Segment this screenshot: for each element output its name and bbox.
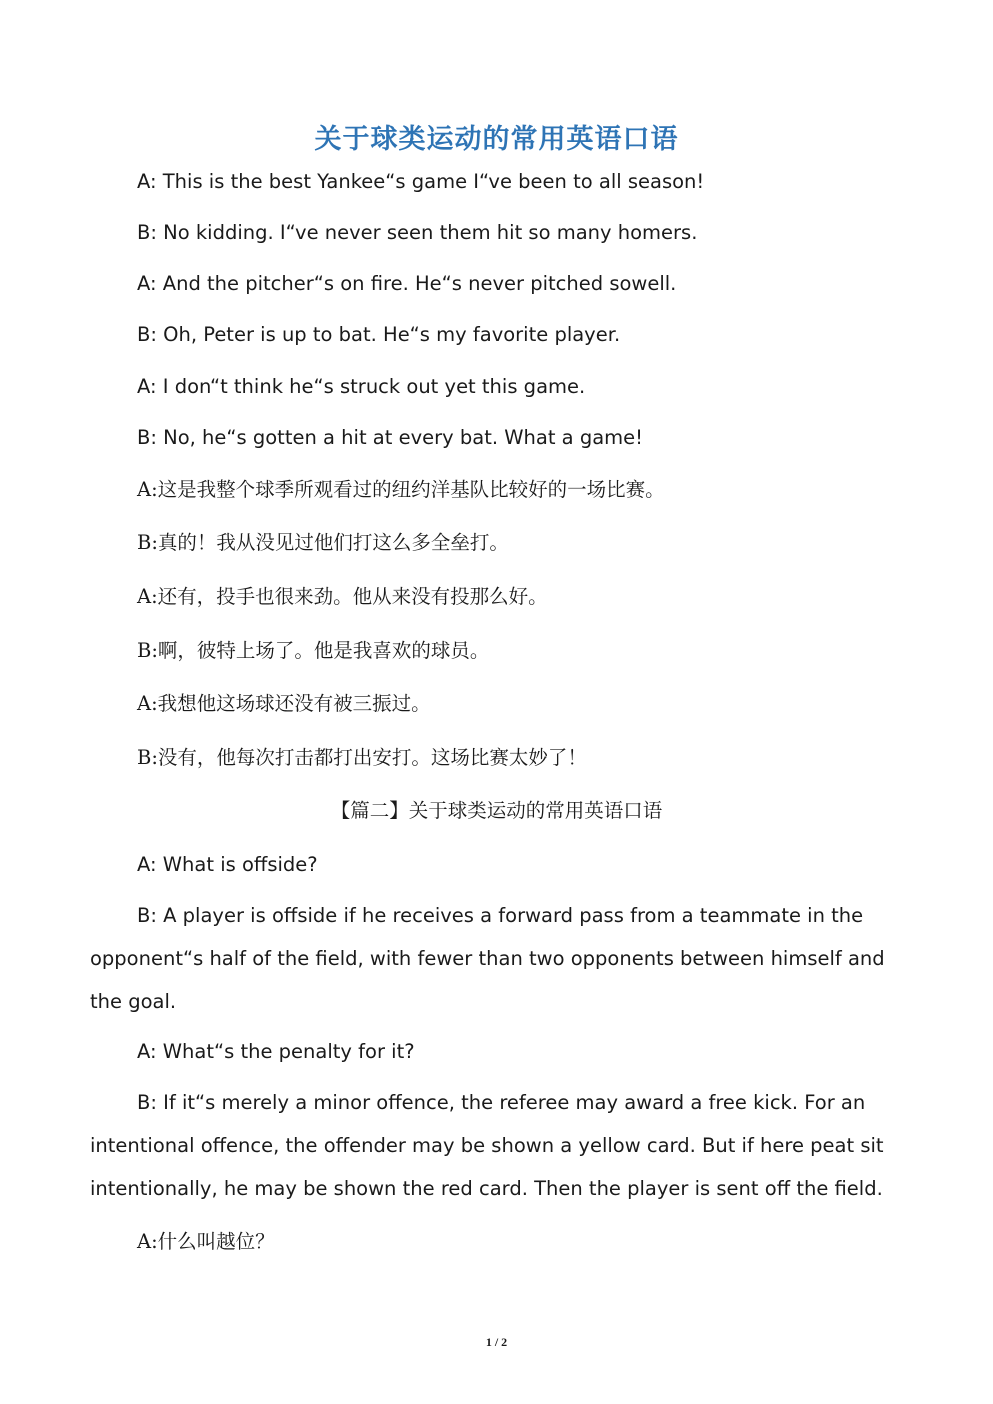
dialogue-line-zh: B:啊，彼特上场了。他是我喜欢的球员。	[137, 639, 490, 662]
dialogue-line-zh: A:还有，投手也很来劲。他从来没有投那么好。	[137, 585, 548, 608]
question-line: A: What“s the penalty for it?	[137, 1040, 415, 1063]
section-heading: 【篇二】关于球类运动的常用英语口语	[330, 799, 663, 822]
answer-paragraph	[90, 1081, 884, 1210]
dialogue-line: A: And the pitcher“s on fire. He“s never pitched sowell.	[137, 272, 677, 295]
paragraph-line: the goal.	[90, 990, 177, 1013]
dialogue-line-zh: A:这是我整个球季所观看过的纽约洋基队比较好的一场比赛。	[137, 478, 665, 501]
dialogue-line: A: I don“t think he“s struck out yet this game.	[137, 375, 586, 398]
paragraph-line: opponent“s half of the field, with fewer than two opponents between himself and	[90, 947, 885, 970]
paragraph-line: intentional offence, the offender may be shown a yellow card. But if here peat sit	[90, 1134, 884, 1157]
paragraph-line: B: If it“s merely a minor offence, the referee may award a free kick. For an	[137, 1091, 866, 1114]
dialogue-line-zh: B:真的！我从没见过他们打这么多全垒打。	[137, 531, 509, 554]
dialogue-line: B: Oh, Peter is up to bat. He“s my favorite player.	[137, 323, 621, 346]
question-line: A: What is offside?	[137, 853, 318, 876]
document-title: 关于球类运动的常用英语口语	[314, 124, 679, 155]
dialogue-line-zh: A:我想他这场球还没有被三振过。	[137, 692, 431, 715]
page-number: 1 / 2	[485, 1335, 508, 1349]
dialogue-line-zh: B:没有，他每次打击都打出安打。这场比赛太妙了！	[137, 746, 587, 769]
dialogue-line: B: No kidding. I“ve never seen them hit so many homers.	[137, 221, 698, 244]
question-line-zh: A:什么叫越位？	[137, 1230, 275, 1253]
answer-paragraph	[90, 894, 885, 1023]
paragraph-line: B: A player is offside if he receives a forward pass from a teammate in the	[137, 904, 864, 927]
dialogue-line: A: This is the best Yankee“s game I“ve been to all season!	[137, 170, 705, 193]
dialogue-line: B: No, he“s gotten a hit at every bat. What a game!	[137, 426, 643, 449]
paragraph-line: intentionally, he may be shown the red card. Then the player is sent off the field.	[90, 1177, 883, 1200]
